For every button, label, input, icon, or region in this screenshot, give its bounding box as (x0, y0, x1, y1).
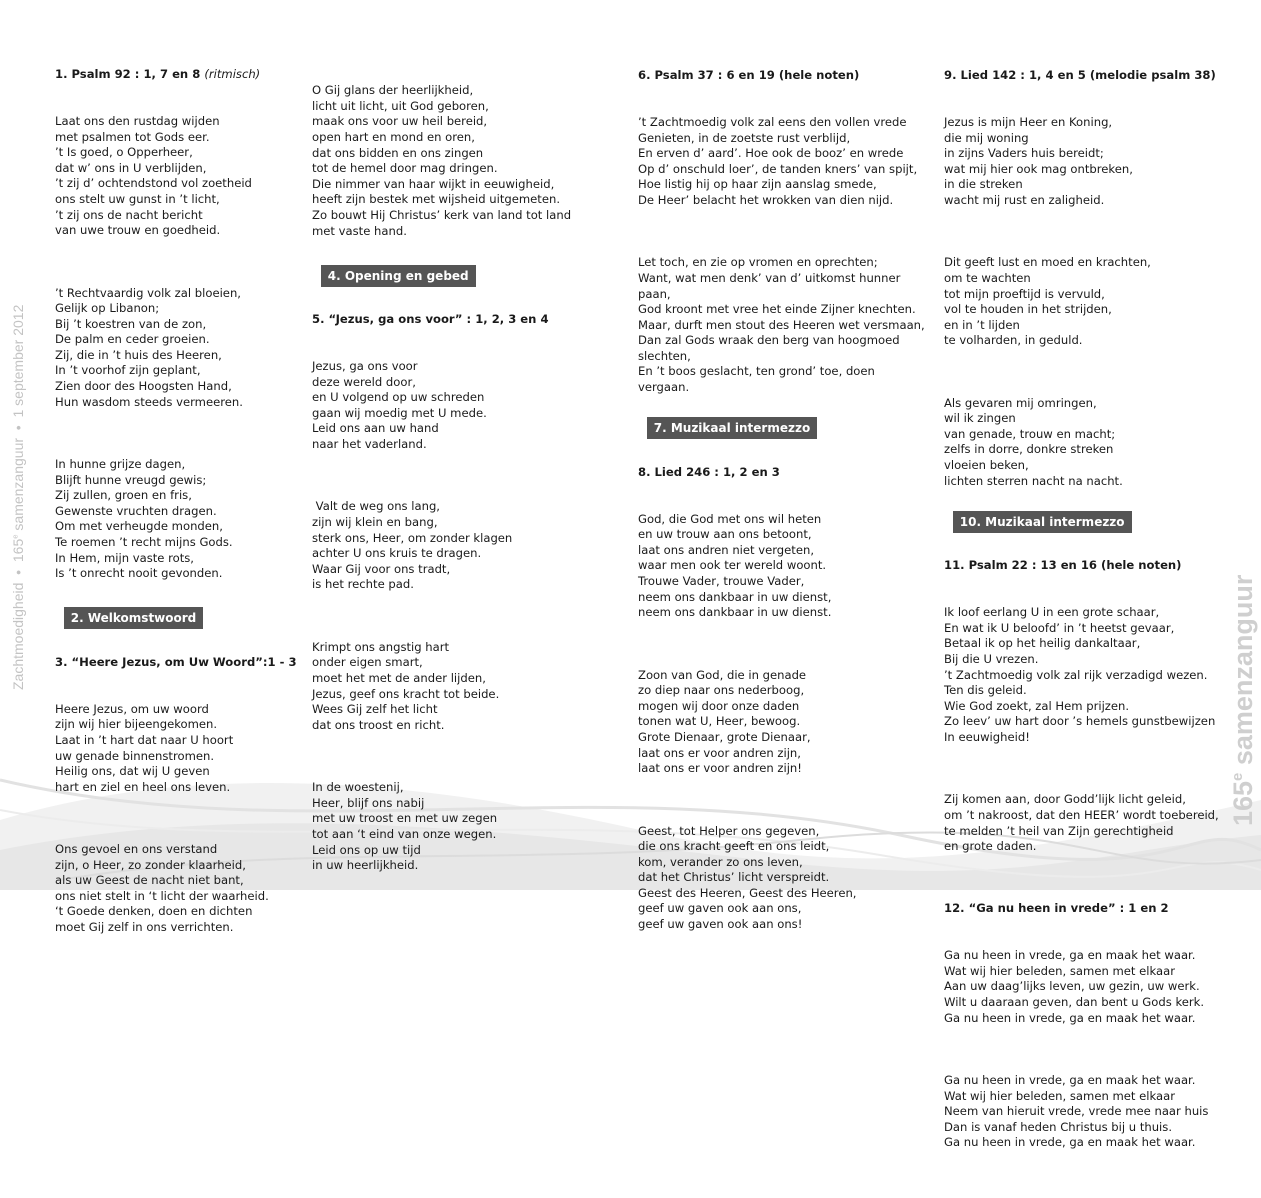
lyric-line: Die nimmer van haar wijkt in eeuwigheid, (312, 176, 555, 191)
lyric-line: Ik loof eerlang U in een grote schaar, (944, 605, 1160, 620)
lyric-line: God kroont met vree het einde Zijner knechten. (638, 302, 916, 317)
lied-246-stanza-3 (638, 824, 925, 933)
lyric-line: ’t zij ons de nacht bericht (55, 207, 203, 222)
lyric-line: wat mij hier ook mag ontbreken, (944, 161, 1133, 176)
lyric-line: met psalmen tot Gods eer. (55, 129, 210, 144)
caption-theme: Zachtmoedigheid (10, 582, 26, 690)
caption-edition-number: 165 (10, 538, 26, 563)
lyric-line: In hunne grijze dagen, (55, 457, 186, 472)
lyric-line: dat het Christus’ licht verspreidt. (638, 870, 830, 885)
lyric-line: zo diep naar ons nederboog, (638, 683, 805, 698)
lyric-line: laat ons er voor andren zijn, (638, 745, 801, 760)
lyric-line: als uw Geest de nacht niet bant, (55, 873, 244, 888)
lyric-line: Let toch, en zie op vromen en oprechten; (638, 255, 878, 270)
lyric-line: O Gij glans der heerlijkheid, (312, 83, 474, 98)
lyric-line: tot aan ‘t eind van onze wegen. (312, 826, 497, 841)
song-5-stanza-1 (312, 359, 571, 453)
lyric-line: En erven d’ aard’. Hoe ook de booz’ en wrede (638, 146, 904, 161)
lyric-line: neem ons dankbaar in uw dienst. (638, 605, 832, 620)
lyric-line: die ons kracht geeft en ons leidt, (638, 839, 830, 854)
lyric-line: tot de hemel door mag dringen. (312, 161, 498, 176)
lyric-line: Dan is vanaf heden Christus bij u thuis. (944, 1119, 1173, 1134)
caption-edition-name: samenzanguur (10, 437, 26, 535)
lyric-line: In eeuwigheid! (944, 729, 1030, 744)
lyric-line: Maar, durft men stout des Heeren wet versmaan, (638, 317, 925, 332)
lyric-line: Grote Dienaar, grote Dienaar, (638, 729, 811, 744)
lyric-line: gaan wij moedig met U mede. (312, 405, 487, 420)
lyric-line: Gelijk op Libanon; (55, 301, 160, 316)
lyric-line: In Hem, mijn vaste rots, (55, 550, 194, 565)
lyric-line: open hart en mond en oren, (312, 129, 475, 144)
lyric-line: Zo leev’ uw hart door ’s hemels gunstbewijzen (944, 714, 1216, 729)
lyric-line: dat ons troost en richt. (312, 717, 445, 732)
song-3-stanza-1 (55, 702, 297, 796)
right-caption-number: 165 (1228, 780, 1258, 826)
lyric-line: Ga nu heen in vrede, ga en maak het waar. (944, 1010, 1196, 1025)
lyric-line: ’t Zachtmoedig volk zal rijk verzadigd wezen. (944, 667, 1208, 682)
lyric-line: uw genade binnenstromen. (55, 748, 215, 763)
lied-246-stanza-1 (638, 512, 925, 621)
song-5-title: 5. “Jezus, ga ons voor” : 1, 2, 3 en 4 (312, 312, 549, 327)
lyric-line: laat ons er voor andren zijn! (638, 761, 802, 776)
lyric-line: maak ons voor uw heil bereid, (312, 114, 488, 129)
lyric-line: Jezus, ga ons voor (312, 359, 418, 374)
lyric-line: met vaste hand. (312, 223, 407, 238)
lyric-line: Om met verheugde monden, (55, 519, 223, 534)
lyric-line: Gewenste vruchten dragen. (55, 503, 217, 518)
song-5-stanza-2 (312, 499, 571, 593)
lyric-line: Neem van hieruit vrede, vrede mee naar huis (944, 1104, 1209, 1119)
section-header-welkomstwoord: 2. Welkomstwoord (64, 607, 204, 629)
lyric-line: waar men ook ter wereld woont. (638, 558, 827, 573)
lyric-line: laat ons andren niet vergeten, (638, 542, 815, 557)
lyric-line: Wilt u daaraan geven, dan bent u Gods kerk. (944, 995, 1205, 1010)
column-4 (944, 37, 1219, 1198)
caption-edition-sup: e (10, 534, 20, 539)
psalm-37-stanza-2 (638, 255, 925, 395)
song-3-title: 3. “Heere Jezus, om Uw Woord”:1 - 3 (55, 654, 297, 669)
lyric-line: Hun wasdom steeds vermeeren. (55, 394, 243, 409)
lyric-line: heeft zijn bestek met wijsheid uitgemeten. (312, 192, 561, 207)
lyric-line: Zien door des Hoogsten Hand, (55, 379, 232, 394)
lyric-line: Te roemen ’t recht mijns Gods. (55, 535, 233, 549)
lyric-line: lichten sterren nacht na nacht. (944, 473, 1123, 488)
lyric-line: Dan zal Gods wraak den berg van hoogmoed (638, 333, 900, 348)
lyric-line: Bij die U vrezen. (944, 651, 1039, 666)
lyric-line: Dit geeft lust en moed en krachten, (944, 255, 1151, 270)
lyric-line: Geest, tot Helper ons gegeven, (638, 823, 820, 838)
lyric-line: ‘t Goede denken, doen en dichten (55, 904, 253, 919)
lyric-line: Zoon van God, die in genade (638, 667, 807, 682)
lyric-line: naar het vaderland. (312, 437, 427, 452)
lyric-line: Zij, die in ’t huis des Heeren, (55, 347, 222, 362)
lyric-line: Heer, blijf ons nabij (312, 795, 425, 810)
lyric-line: paan, (638, 286, 671, 301)
lyric-line: en U volgend op uw schreden (312, 390, 485, 405)
psalm-22-title: 11. Psalm 22 : 13 en 16 (hele noten) (944, 558, 1182, 573)
lied-142-title: 9. Lied 142 : 1, 4 en 5 (melodie psalm 38) (944, 68, 1216, 83)
song-12-stanza-2 (944, 1073, 1219, 1151)
lyric-line: deze wereld door, (312, 374, 416, 389)
lyric-line: in die streken (944, 177, 1023, 192)
lyric-line: Leid ons aan uw hand (312, 421, 439, 436)
column-1 (55, 36, 297, 982)
section-header-opening-en-gebed: 4. Opening en gebed (321, 265, 476, 287)
lyric-line: Wie God zoekt, zal Hem prijzen. (944, 698, 1130, 713)
lyric-line: vergaan. (638, 380, 690, 395)
lyric-line: Als gevaren mij omringen, (944, 395, 1097, 410)
lyric-line: En wat ik U beloofd’ in ’t heetst gevaar, (944, 620, 1175, 635)
lyric-line: Ten dis geleid. (944, 683, 1027, 698)
lyric-line: tonen wat U, Heer, bewoog. (638, 714, 801, 729)
lyric-line: tot mijn proeftijd is vervuld, (944, 286, 1105, 301)
lyric-line: en in ’t lijden (944, 317, 1020, 332)
lyric-line: ons niet stelt in ‘t licht der waarheid. (55, 888, 269, 903)
lied-246-stanza-2 (638, 668, 925, 777)
lyric-line: ’t zij d’ ochtendstond vol zoetheid (55, 176, 252, 191)
lyric-line: Is ’t onrecht nooit gevonden. (55, 566, 223, 581)
section-header-muzikaal-intermezzo-10: 10. Muzikaal intermezzo (953, 511, 1132, 533)
lyric-line: Wees Gij zelf het licht (312, 702, 438, 717)
lyric-line: Blijft hunne vreugd gewis; (55, 472, 207, 487)
caption-separator-2: • (10, 425, 26, 431)
song-12-stanza-1 (944, 948, 1219, 1026)
lyric-line: Jezus is mijn Heer en Koning, (944, 114, 1113, 129)
lyric-line: slechten, (638, 348, 691, 363)
lied-142-stanza-3 (944, 396, 1219, 490)
lyric-line: te melden ’t heil van Zijn gerechtigheid (944, 823, 1174, 838)
lyric-line: Aan uw daag’lijks leven, uw gezin, uw werk. (944, 979, 1200, 994)
lyric-line: En ’t boos geslacht, ten grond’ toe, doen (638, 364, 875, 379)
caption-separator: • (10, 569, 26, 575)
column-3 (638, 37, 925, 979)
caption-date: 1 september 2012 (10, 304, 26, 418)
lyric-line: onder eigen smart, (312, 655, 423, 670)
lyric-line: geef uw gaven ook aan ons, (638, 901, 802, 916)
section-header-muzikaal-intermezzo-7: 7. Muzikaal intermezzo (647, 417, 817, 439)
lyric-line: moet het met de ander lijden, (312, 670, 486, 685)
lyric-line: en uw trouw aan ons betoont, (638, 527, 812, 542)
lyric-line: vol te houden in het strijden, (944, 302, 1112, 317)
lyric-line: Betaal ik op het heilig dankaltaar, (944, 636, 1141, 651)
lyric-line: dat w’ ons in U verblijden, (55, 160, 207, 175)
lyric-line: wacht mij rust en zaligheid. (944, 192, 1105, 207)
lyric-line: sterk ons, Heer, om zonder klagen (312, 530, 513, 545)
lyric-line: Ga nu heen in vrede, ga en maak het waar. (944, 948, 1196, 963)
psalm-22-stanza-2 (944, 792, 1219, 854)
lyric-line: Hoe listig hij op haar zijn aanslag smede, (638, 177, 877, 192)
lyric-line: ons stelt uw gunst in ’t licht, (55, 191, 220, 206)
lyric-line: Krimpt ons angstig hart (312, 639, 450, 654)
lyric-line: Zij zullen, groen en fris, (55, 488, 192, 503)
lyric-line: Heere Jezus, om uw woord (55, 701, 209, 716)
psalm-37-title: 6. Psalm 37 : 6 en 19 (hele noten) (638, 68, 860, 83)
lyric-line: Ons gevoel en ons verstand (55, 842, 218, 857)
lied-142-stanza-1 (944, 115, 1219, 209)
lyric-line: Laat in ’t hart dat naar U hoort (55, 732, 234, 747)
song-3-stanza-3 (312, 83, 571, 239)
lyric-line: God, die God met ons wil heten (638, 511, 822, 526)
lyric-line: De Heer’ belacht het wrokken van dien nijd. (638, 192, 894, 207)
lyric-line: Zij komen aan, door Godd’lijk licht geleid, (944, 792, 1186, 807)
lyric-line: Waar Gij voor ons tradt, (312, 561, 451, 576)
lyric-line: licht uit licht, uit God geboren, (312, 98, 489, 113)
lyric-line: Valt de weg ons lang, (312, 499, 440, 514)
lyric-line: geef uw gaven ook aan ons! (638, 917, 803, 932)
lyric-line: om ’t nakroost, dat den HEER’ wordt toebereid, (944, 807, 1219, 822)
right-caption-sup: e (1230, 772, 1246, 781)
song-5-stanza-3 (312, 640, 571, 734)
right-caption-name: samenzanguur (1228, 574, 1258, 773)
lyric-line: Wat wij hier beleden, samen met elkaar (944, 1088, 1175, 1103)
lyric-line: mogen wij door onze daden (638, 698, 800, 713)
lyric-line: te volharden, in geduld. (944, 333, 1083, 348)
lied-246-title: 8. Lied 246 : 1, 2 en 3 (638, 464, 780, 479)
lyric-line: is het rechte pad. (312, 577, 414, 592)
lyric-line: die mij woning (944, 130, 1029, 145)
lyric-line: kom, verander zo ons leven, (638, 854, 803, 869)
lyric-line: Trouwe Vader, trouwe Vader, (638, 574, 805, 588)
lyric-line: Genieten, in de zoetste rust verblijd, (638, 130, 851, 145)
lied-142-stanza-2 (944, 255, 1219, 349)
lyric-line: Bij ’t koestren van de zon, (55, 316, 207, 331)
lyric-line: neem ons dankbaar in uw dienst, (638, 589, 832, 604)
psalm-37-stanza-1 (638, 115, 925, 209)
lyric-line: ’t Zachtmoedig volk zal eens den vollen vrede (638, 114, 907, 129)
song-5-stanza-4 (312, 780, 571, 874)
psalm-92-stanza-3 (55, 457, 297, 582)
psalm-92-stanza-1 (55, 114, 297, 239)
lyric-line: dat ons bidden en ons zingen (312, 145, 484, 160)
lyric-line: zijn, o Heer, zo zonder klaarheid, (55, 857, 246, 872)
lyric-line: om te wachten (944, 270, 1031, 285)
psalm-22-stanza-1 (944, 605, 1219, 745)
lyric-line: met uw troost en met uw zegen (312, 811, 498, 826)
lyric-line: Heilig ons, dat wij U geven (55, 764, 210, 779)
lyric-line: wil ik zingen (944, 411, 1016, 426)
lyric-line: achter U ons kruis te dragen. (312, 546, 482, 561)
lyric-line: zijn wij hier bijeengekomen. (55, 717, 218, 732)
lyric-line: In de woestenij, (312, 780, 404, 795)
lyric-line: zelfs in dorre, donkre streken (944, 442, 1114, 457)
lyric-line: Op d’ onschuld loer’, de tanden kners’ van spijt, (638, 161, 918, 176)
lyric-line: zijn wij klein en bang, (312, 515, 438, 530)
lyric-line: In ’t voorhof zijn geplant, (55, 363, 201, 378)
lyric-line: vloeien beken, (944, 458, 1029, 473)
lyric-line: Ga nu heen in vrede, ga en maak het waar. (944, 1073, 1196, 1087)
song-3-stanza-2 (55, 842, 297, 936)
lyric-line: Ga nu heen in vrede, ga en maak het waar. (944, 1135, 1196, 1150)
lyric-line: Wat wij hier beleden, samen met elkaar (944, 963, 1175, 978)
lyric-line: van uwe trouw en goedheid. (55, 223, 221, 238)
column-2 (312, 52, 571, 920)
lyric-line: Jezus, geef ons kracht tot beide. (312, 686, 500, 701)
psalm-92-title: 1. Psalm 92 : 1, 7 en 8 (ritmisch) (55, 67, 261, 82)
lyric-line: De palm en ceder groeien. (55, 332, 210, 347)
lyric-line: hart en ziel en heel ons leven. (55, 779, 231, 794)
lyric-line: in uw heerlijkheid. (312, 858, 419, 873)
lyric-line: Leid ons op uw tijd (312, 842, 421, 857)
lyric-line: in zijns Vaders huis bereidt; (944, 146, 1104, 161)
lyric-line: Want, wat men denk’ van d’ uitkomst hunner (638, 270, 901, 285)
lyric-line: Zo bouwt Hij Christus’ kerk van land tot land (312, 207, 572, 222)
lyric-line: en grote daden. (944, 839, 1037, 854)
lyric-line: ’t Rechtvaardig volk zal bloeien, (55, 285, 241, 300)
lyric-line: Laat ons den rustdag wijden (55, 113, 220, 128)
lyric-line: van genade, trouw en macht; (944, 426, 1116, 441)
psalm-92-stanza-2 (55, 286, 297, 411)
lyric-line: Geest des Heeren, Geest des Heeren, (638, 885, 857, 900)
lyric-line: moet Gij zelf in ons verrichten. (55, 920, 234, 935)
lyric-line: ’t Is goed, o Opperheer, (55, 145, 193, 160)
song-12-title: 12. “Ga nu heen in vrede” : 1 en 2 (944, 901, 1169, 916)
